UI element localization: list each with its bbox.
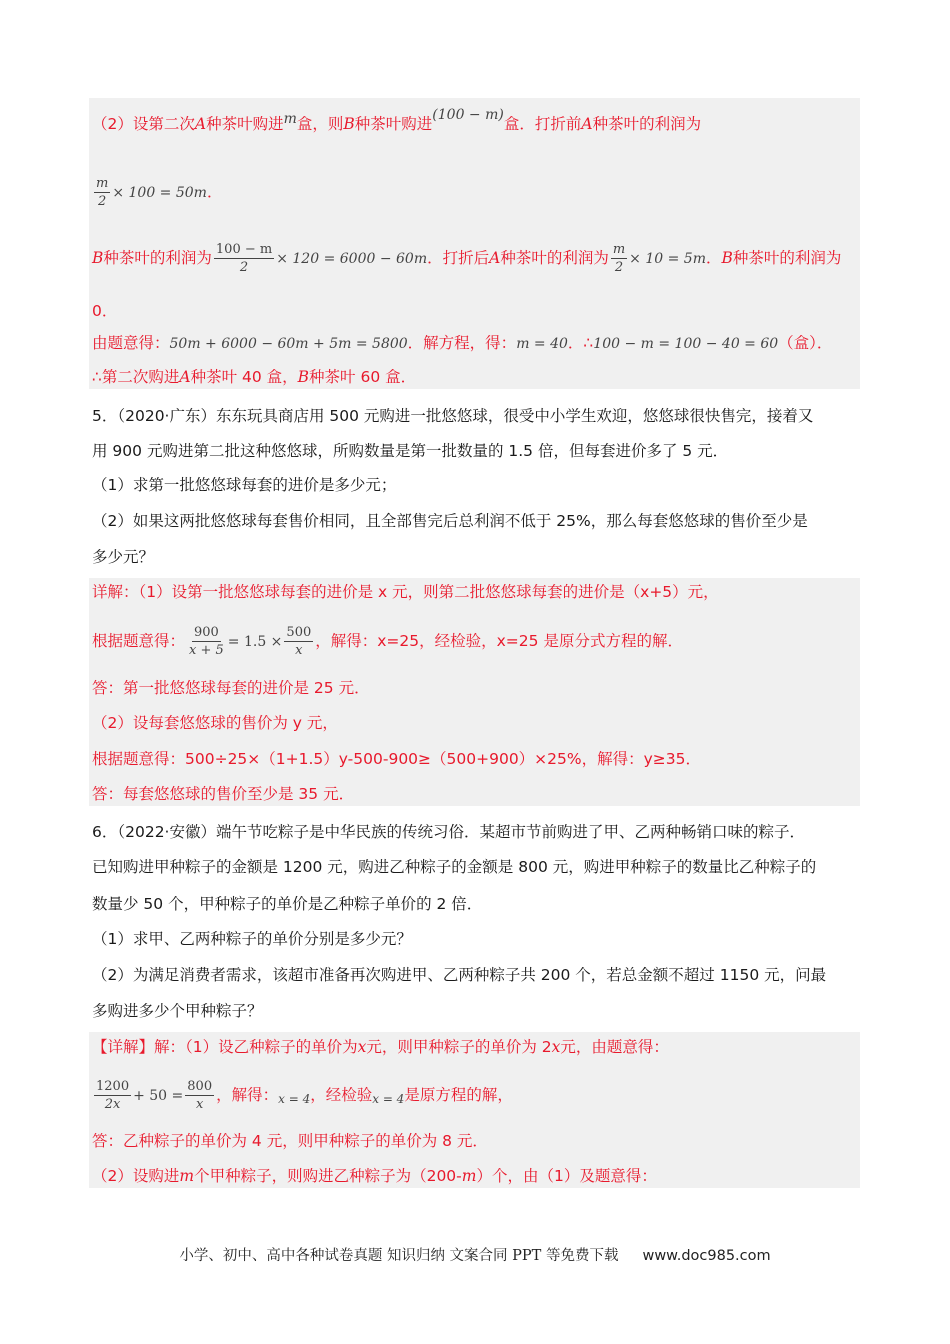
q4-line-6: ∴第二次购进A种茶叶 40 盒，B种茶叶 60 盒．: [92, 368, 417, 386]
q5-question-5: 多少元？: [92, 548, 155, 566]
q6-question-5: （2）为满足消费者需求，该超市准备再次购进甲、乙两种粽子共 200 个，若总金额不超过 1150 元，问最: [92, 966, 827, 984]
q5-answer-5: 根据题意得：500÷25×（1+1.5）y-500-900≥（500+900）×25%，解得：y≥35．: [92, 750, 702, 768]
q4-line-3: B种茶叶的利润为 $\frac{100 - m}{2}$ × 120 = 6000 − 60m．打折后A种茶叶的利润为 $\frac{m}{2}$ × 10 = 5m．B种茶叶的利润为: [92, 242, 842, 275]
q6-question-6: 多购进多少个甲种粽子？: [92, 1002, 263, 1020]
fraction: $\frac{m}{2}$: [612, 242, 626, 275]
q6-question-3: 数量少 50 个，甲种粽子的单价是乙种粽子单价的 2 倍．: [92, 895, 483, 913]
q5-question-1: 5．（2020·广东）东东玩具商店用 500 元购进一批悠悠球，很受中小学生欢迎，悠悠球很快售完，接着又: [92, 407, 814, 425]
q5-answer-1: 详解：（1）设第一批悠悠球每套的进价是 x 元，则第二批悠悠球每套的进价是（x+5）元，: [92, 583, 719, 601]
q4-line-1: （2）设第二次A种茶叶购进m盒，则B种茶叶购进(100 − m)盒．打折前A种茶叶的利润为: [92, 107, 702, 133]
q5-question-2: 用 900 元购进第二批这种悠悠球，所购数量是第一批数量的 1.5 倍，但每套进价多了 5 元．: [92, 442, 729, 460]
fraction: $\frac{100 - m}{2}$: [215, 242, 273, 275]
q6-answer-3: 答：乙种粽子的单价为 4 元，则甲种粽子的单价为 8 元．: [92, 1132, 488, 1150]
q5-answer-4: （2）设每套悠悠球的售价为 y 元，: [92, 714, 338, 732]
q6-question-1: 6．（2022·安徽）端午节吃粽子是中华民族的传统习俗．某超市节前购进了甲、乙两种畅销口味的粽子．: [92, 823, 805, 841]
fraction: $\frac{1200}{2x}$: [96, 1079, 130, 1112]
footer-text: 小学、初中、高中各种试卷真题 知识归纳 文案合同 PPT 等免费下载: [179, 1248, 619, 1264]
fraction: $\frac{m}{2}$: [96, 176, 109, 209]
footer-url[interactable]: www.doc985.com: [642, 1248, 771, 1264]
fraction: $\frac{800}{x}$: [187, 1079, 213, 1112]
fraction: $\frac{900}{x + 5}$: [189, 625, 224, 658]
q4-line-2: $\frac{m}{2}$ × 100 = 50m．: [96, 176, 223, 209]
fraction: $\frac{500}{x}$: [286, 625, 312, 658]
q6-question-4: （1）求甲、乙两种粽子的单价分别是多少元？: [92, 930, 412, 948]
q5-question-4: （2）如果这两批悠悠球每套售价相同，且全部售完后总利润不低于 25%，那么每套悠悠球的售价至少是: [92, 512, 808, 530]
q4-line-4: 0．: [92, 302, 118, 320]
q6-answer-2: $\frac{1200}{2x}$ + 50 = $\frac{800}{x}$ ，解得：x = 4，经检验x = 4是原方程的解，: [96, 1079, 513, 1112]
q4-line-5: 由题意得：50m + 6000 − 60m + 5m = 5800．解方程，得：m = 40．∴100 − m = 100 − 40 = 60（盒）．: [92, 334, 833, 352]
q6-question-2: 已知购进甲种粽子的金额是 1200 元，购进乙种粽子的金额是 800 元，购进甲种粽子的数量比乙种粽子的: [92, 858, 817, 876]
q6-answer-1: 【详解】解：（1）设乙种粽子的单价为x元，则甲种粽子的单价为 2x元，由题意得：: [92, 1038, 669, 1056]
q5-answer-6: 答：每套悠悠球的售价至少是 35 元．: [92, 785, 355, 803]
q5-question-3: （1）求第一批悠悠球每套的进价是多少元；: [92, 476, 397, 494]
q5-answer-2: 根据题意得： $\frac{900}{x + 5}$ = 1.5 × $\frac{500}{x}$ ，解得：x=25，经检验，x=25 是原分式方程的解．: [92, 625, 683, 658]
page-footer: [0, 1244, 950, 1265]
q5-answer-3: 答：第一批悠悠球每套的进价是 25 元．: [92, 679, 370, 697]
q6-answer-4: （2）设购进m个甲种粽子，则购进乙种粽子为（200-m）个，由（1）及题意得：: [92, 1167, 657, 1185]
